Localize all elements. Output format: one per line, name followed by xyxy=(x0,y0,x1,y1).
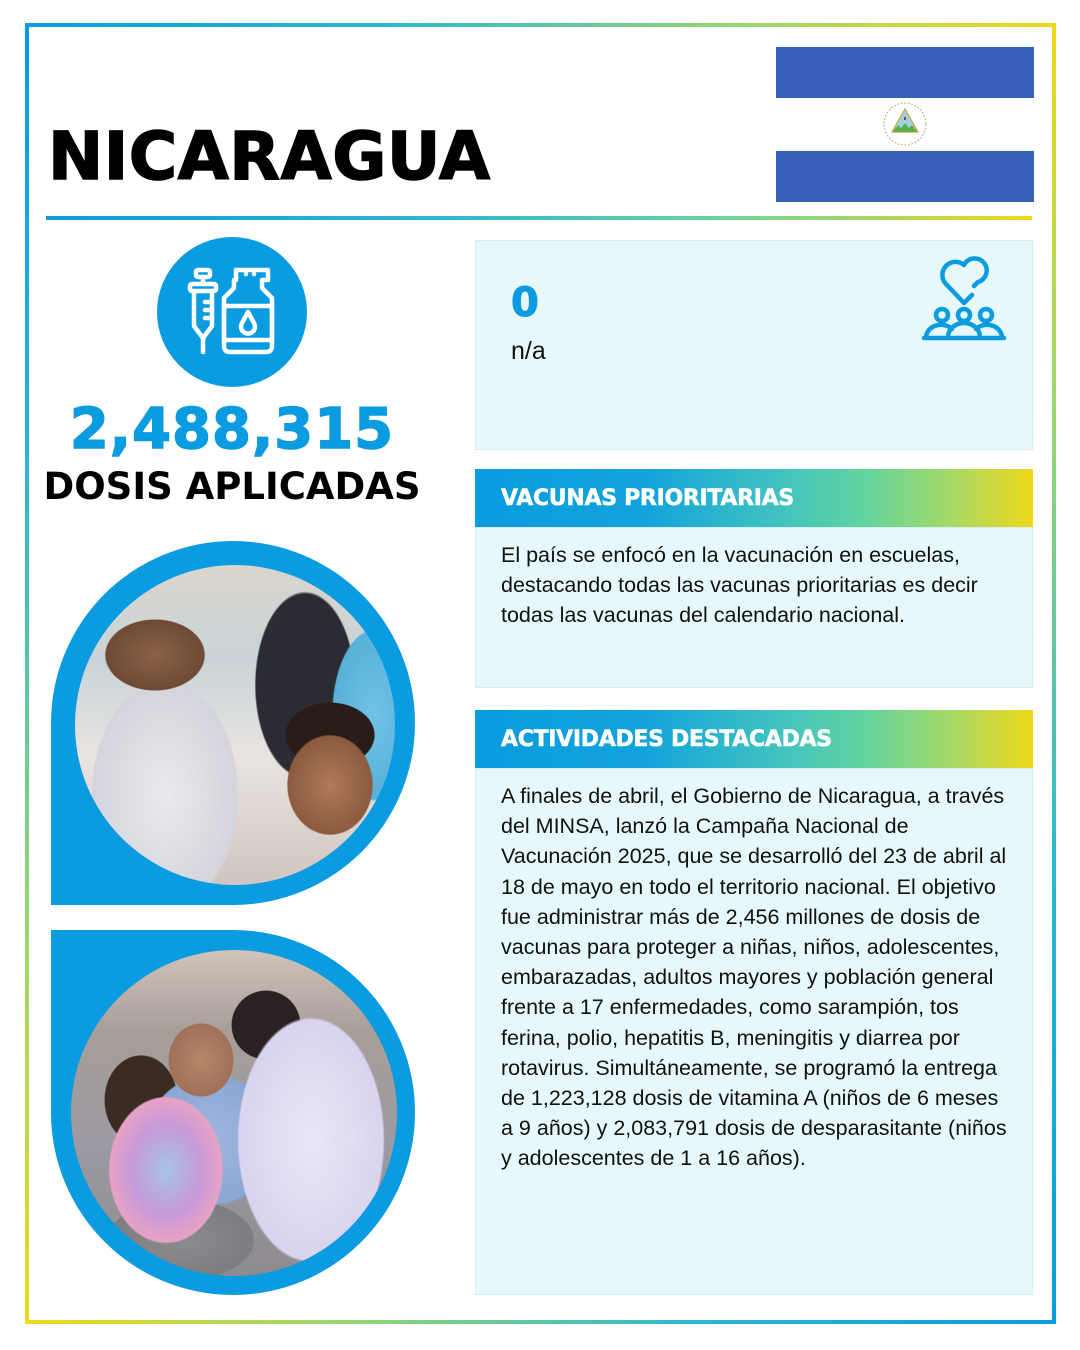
section-title: ACTIVIDADES DESTACADAS xyxy=(501,726,832,752)
stat-value: 0 xyxy=(511,280,539,326)
section-text: A finales de abril, el Gobierno de Nicaragua, a través del MINSA, lanzó la Campaña Nacional de Vacunación 2025, que se desarrolló del 23 de abril al 18 de mayo en todo el territorio nacional. El objetivo fue administrar más de 2,456 millones de dosis de vacunas para proteger a niñas, niños, adolescentes, embarazadas, adultos mayores y población general frente a 17 enfermedades, como sarampión, tos ferina, polio, hepatitis B, meningitis y diarrea por rotavirus. Simultáneamente, se programó la entrega de 1,223,128 dosis de vitamina A (niños de 6 meses a 9 años) y 2,083,791 dosis de desparasitante (niños y adolescentes de 1 a 16 años). xyxy=(501,784,1007,1171)
flag-stripe-top xyxy=(776,47,1034,98)
frame-border-bottom xyxy=(25,1320,1056,1324)
photo-frame-2 xyxy=(51,930,415,1295)
section-header-actividades-destacadas xyxy=(475,710,1033,768)
frame-border-left xyxy=(25,23,29,1324)
frame-border-right xyxy=(1052,23,1056,1324)
stat-label: n/a xyxy=(511,337,546,365)
section-header-vacunas-prioritarias xyxy=(475,469,1033,527)
photo-frame-1 xyxy=(51,541,415,905)
vaccination-photo-1 xyxy=(75,565,395,885)
coat-of-arms-icon xyxy=(882,101,928,147)
frame-border-top xyxy=(25,23,1056,27)
country-title: NICARAGUA xyxy=(48,118,491,195)
section-title: VACUNAS PRIORITARIAS xyxy=(501,485,794,511)
nicaragua-flag-icon xyxy=(776,47,1034,202)
section-text: El país se enfocó en la vacunación en escuelas, destacando todas las vacunas prioritarias es decir todas las vacunas del calendario nacional. xyxy=(501,543,978,628)
doses-applied-label: DOSIS APLICADAS xyxy=(43,465,421,508)
section-body-actividades-destacadas xyxy=(475,768,1033,1295)
heart-community-icon xyxy=(916,253,1012,349)
doses-applied-value: 2,488,315 xyxy=(69,397,395,462)
vaccination-photo-2 xyxy=(71,950,397,1276)
section-body-vacunas-prioritarias xyxy=(475,527,1033,688)
vaccine-badge xyxy=(157,237,307,387)
flag-stripe-bottom xyxy=(776,151,1034,202)
syringe-vial-icon xyxy=(184,264,280,360)
title-divider xyxy=(46,216,1032,220)
stat-card xyxy=(475,240,1033,450)
